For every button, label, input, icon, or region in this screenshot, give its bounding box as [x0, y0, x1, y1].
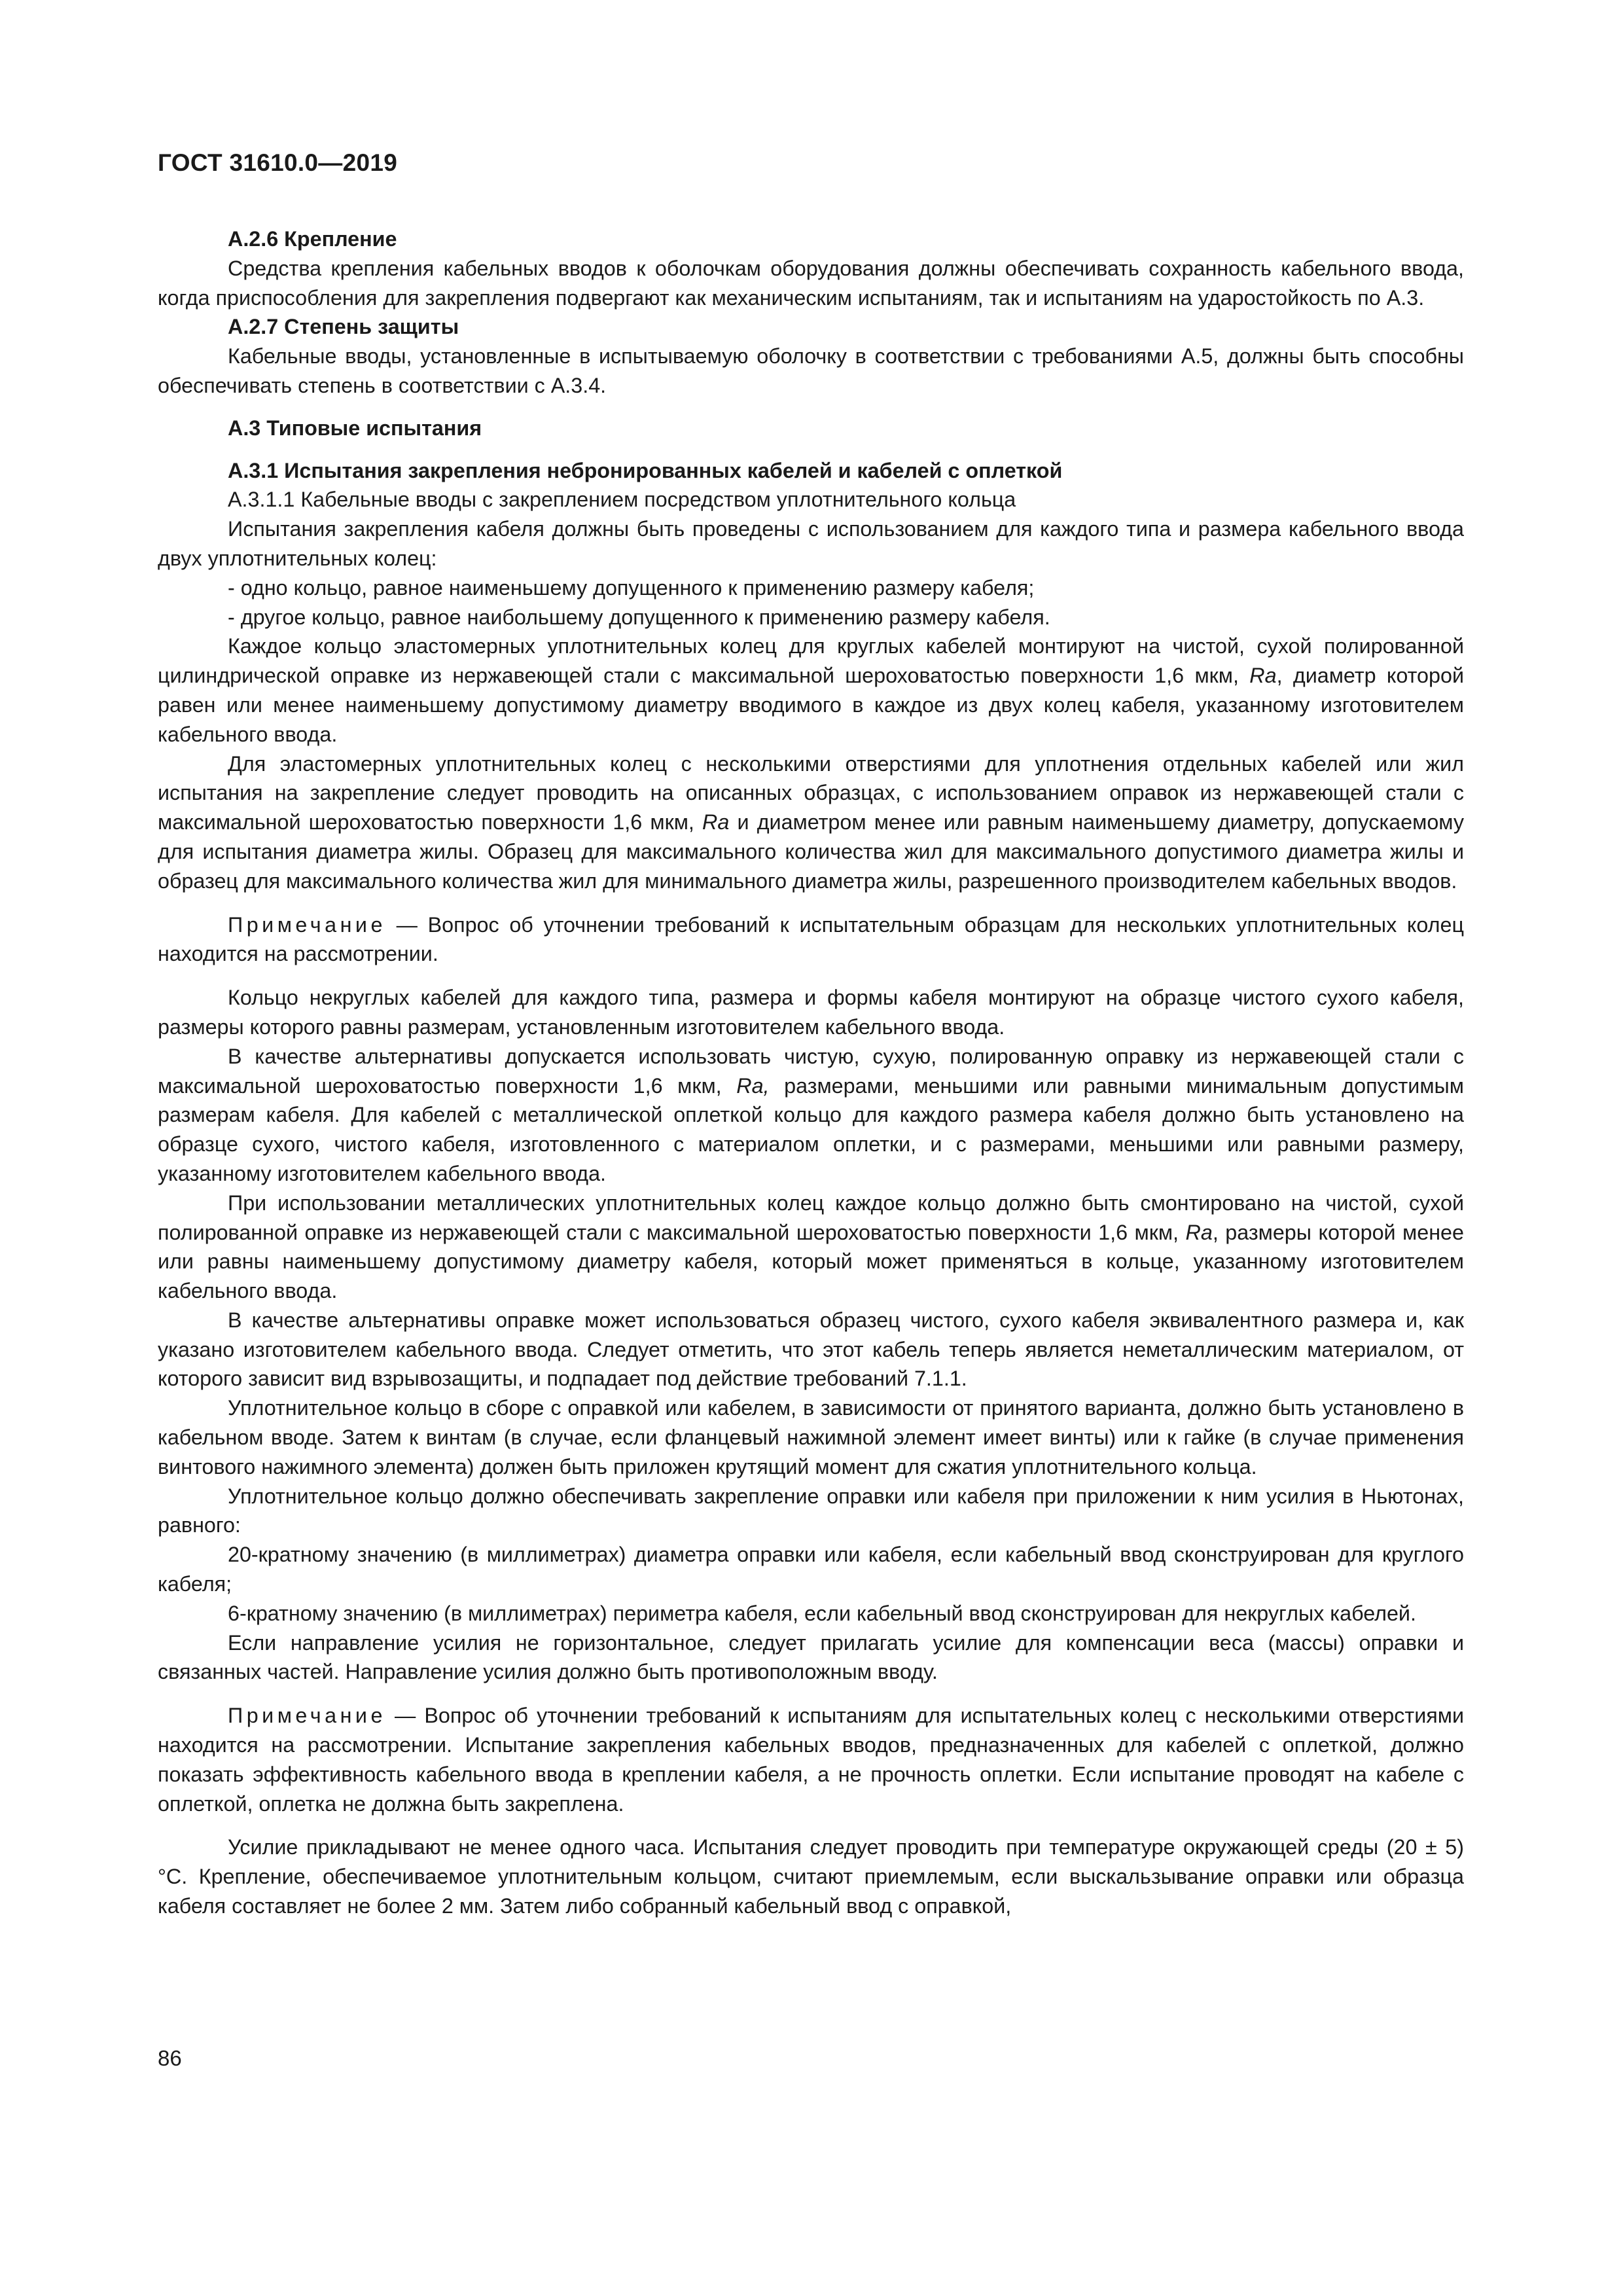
- note: Примечание — Вопрос об уточнении требований к испытательным образцам для нескольких уплотнительных колец находится на рассмотрении.: [158, 912, 1464, 966]
- section-a31-title: А.3.1 Испытания закрепления небронированных кабелей и кабелей с оплеткой: [228, 458, 1063, 482]
- note-label: Примечание: [228, 912, 386, 937]
- paragraph: 6-кратному значению (в миллиметрах) периметра кабеля, если кабельный ввод сконструирован для некруглых кабелей.: [228, 1601, 1416, 1625]
- paragraph: Каждое кольцо эластомерных уплотнительных колец для круглых кабелей монтируют на чистой, сухой полированной цилиндрической оправке из нержавеющей стали с максимальной шероховатостью поверхности 1,6 мкм, Ra, диаметр которой равен или менее наименьшему допустимому диаметру вводимого в каждое из двух колец кабеля, указанному изготовителем кабельного ввода.: [158, 634, 1464, 746]
- paragraph: Уплотнительное кольцо должно обеспечивать закрепление оправки или кабеля при приложении к ним усилия в Ньютонах, равного:: [158, 1484, 1464, 1537]
- ra-symbol: Ra,: [736, 1073, 770, 1098]
- paragraph: При использовании металлических уплотнительных колец каждое кольцо должно быть смонтировано на чистой, сухой полированной оправке из нержавеющей стали с максимальной шероховатостью поверхности 1,6 мкм, Ra, размеры которой менее или равны наименьшему допустимому диаметру кабеля, который может применяться в кольце, указанному изготовителем кабельного ввода.: [158, 1191, 1464, 1303]
- paragraph: Для эластомерных уплотнительных колец с несколькими отверстиями для уплотнения отдельных кабелей или жил испытания на закрепление следует проводить на описанных образцах, с использованием оправок из нержавеющей стали с максимальной шероховатостью поверхности 1,6 мкм, Ra и диаметром менее или равным наименьшему диаметру, допускаемому для испытания диаметра жилы. Образец для максимального количества жил для максимального допустимого диаметра жилы и образец для максимального количества жил для минимального диаметра жилы, разрешенного производителем кабельных вводов.: [158, 751, 1464, 893]
- paragraph: В качестве альтернативы допускается использовать чистую, сухую, полированную оправку из нержавеющей стали с максимальной шероховатостью поверхности 1,6 мкм, Ra, размерами, меньшими или равными минимальным допустимым размерам кабеля. Для кабелей с металлической оплеткой кольцо для каждого размера кабеля должно быть установлено на образце сухого, чистого кабеля, изготовленного с материалом оплетки, и с размерами, меньшими или равными размеру, указанному изготовителем кабельного ввода.: [158, 1044, 1464, 1185]
- page-number: 86: [158, 2046, 182, 2070]
- ra-symbol: Ra: [1249, 664, 1277, 688]
- paragraph: Средства крепления кабельных вводов к оболочкам оборудования должны обеспечивать сохранность кабельного ввода, когда приспособления для закрепления подвергают как механическим испытаниям, так и испытаниям на ударостойкость по А.3.: [158, 256, 1464, 310]
- paragraph: 20-кратному значению (в миллиметрах) диаметра оправки или кабеля, если кабельный ввод сконструирован для круглого кабеля;: [158, 1543, 1464, 1596]
- section-a27-title: А.2.7 Степень защиты: [228, 315, 459, 339]
- paragraph: Усилие прикладывают не менее одного часа. Испытания следует проводить при температуре окружающей среды (20 ± 5) °C. Крепление, обеспечиваемое уплотнительным кольцом, считают приемлемым, если выскальзывание оправки или образца кабеля составляет не более 2 мм. Затем либо собранный кабельный ввод с оправкой,: [158, 1835, 1464, 1918]
- ra-symbol: Ra: [702, 810, 730, 834]
- list-item: - одно кольцо, равное наименьшему допущенного к применению размеру кабеля;: [228, 575, 1035, 600]
- note: Примечание — Вопрос об уточнении требований к испытаниям для испытательных колец с несколькими отверстиями находится на рассмотрении. Испытание закрепления кабельных вводов, предназначенных для кабелей с оплеткой, должно показать эффективность кабельного ввода в креплении кабеля, а не прочность оплетки. Если испытание проводят на кабеле с оплеткой, оплетка не должна быть закреплена.: [158, 1704, 1464, 1816]
- subsection-title: А.3.1.1 Кабельные вводы с закреплением посредством уплотнительного кольца: [228, 488, 1016, 512]
- document-header: ГОСТ 31610.0—2019: [158, 149, 398, 176]
- document-body: [158, 224, 1464, 1921]
- paragraph: Испытания закрепления кабеля должны быть проведены с использованием для каждого типа и размера кабельного ввода двух уплотнительных колец:: [158, 517, 1464, 570]
- ra-symbol: Ra: [1185, 1220, 1213, 1244]
- list-item: - другое кольцо, равное наибольшему допущенного к применению размеру кабеля.: [228, 605, 1050, 629]
- paragraph: Кабельные вводы, установленные в испытываемую оболочку в соответствии с требованиями А.5, должны быть способны обеспечивать степень в соответствии с А.3.4.: [158, 344, 1464, 397]
- paragraph: Уплотнительное кольцо в сборе с оправкой или кабелем, в зависимости от принятого варианта, должно быть установлено в кабельном вводе. Затем к винтам (в случае, если фланцевый нажимной элемент имеет винты) или к гайке (в случае применения винтового нажимного элемента) должен быть приложен крутящий момент для сжатия уплотнительного кольца.: [158, 1396, 1464, 1479]
- section-a3-title: А.3 Типовые испытания: [228, 416, 482, 440]
- note-label: Примечание: [228, 1704, 386, 1728]
- paragraph: В качестве альтернативы оправке может использоваться образец чистого, сухого кабеля эквивалентного размера и, как указано изготовителем кабельного ввода. Следует отметить, что этот кабель теперь является неметаллическим материалом, от которого зависит вид взрывозащиты, и подпадает под действие требований 7.1.1.: [158, 1308, 1464, 1391]
- section-a26-title: А.2.6 Крепление: [228, 227, 397, 251]
- paragraph: Если направление усилия не горизонтальное, следует прилагать усилие для компенсации веса (массы) оправки и связанных частей. Направление усилия должно быть противоположным вводу.: [158, 1630, 1464, 1684]
- paragraph: Кольцо некруглых кабелей для каждого типа, размера и формы кабеля монтируют на образце чистого сухого кабеля, размеры которого равны размерам, установленным изготовителем кабельного ввода.: [158, 986, 1464, 1039]
